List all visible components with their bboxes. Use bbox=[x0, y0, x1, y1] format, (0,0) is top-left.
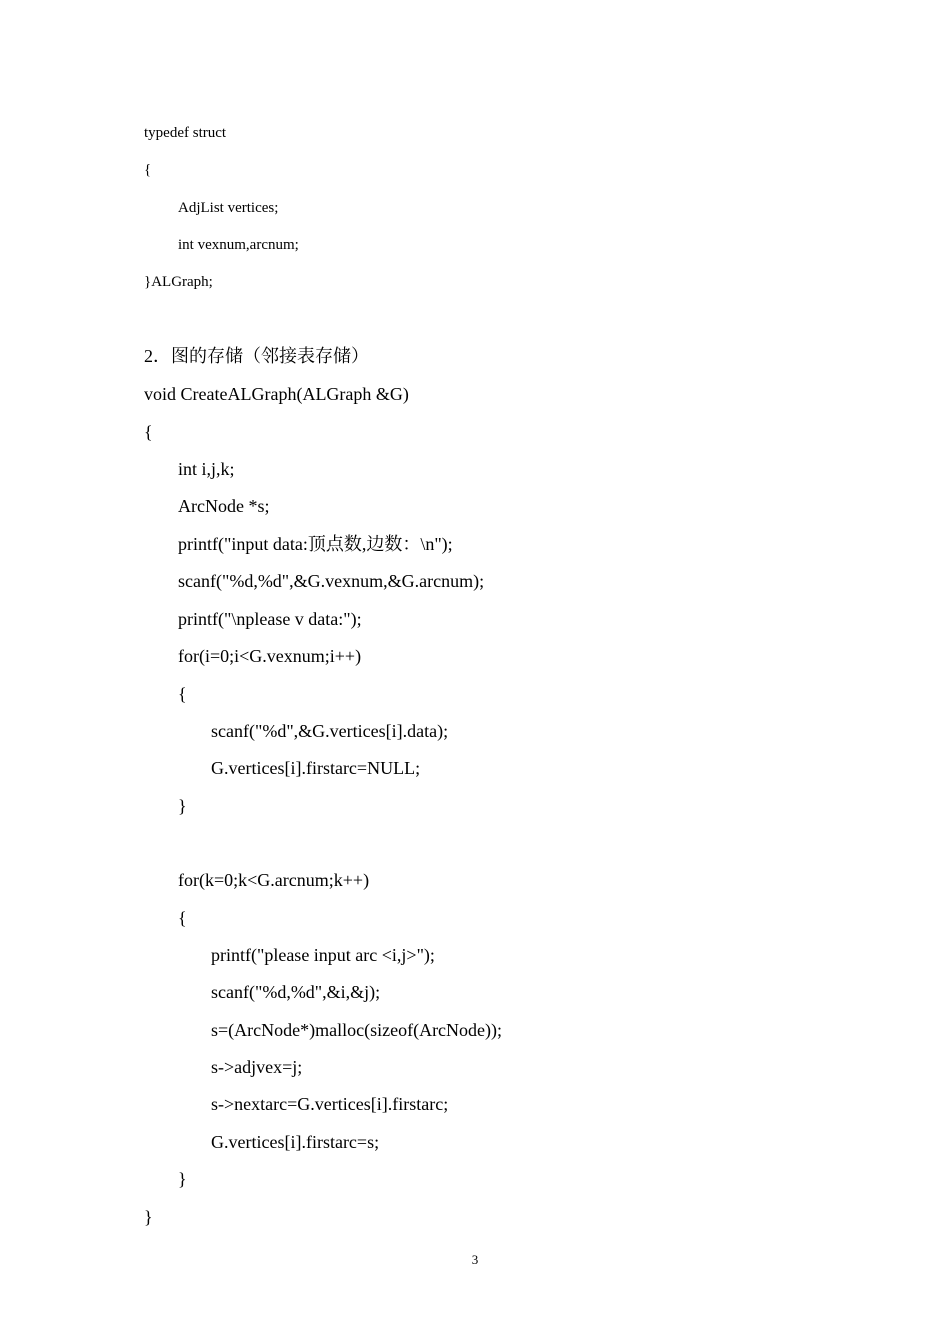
code-line: scanf("%d,%d",&G.vexnum,&G.arcnum); bbox=[178, 571, 485, 591]
section-heading: 2．图的存储（邻接表存储） bbox=[144, 346, 369, 366]
code-line: } bbox=[178, 796, 187, 816]
code-line: { bbox=[178, 908, 187, 928]
code-line: void CreateALGraph(ALGraph &G) bbox=[144, 384, 409, 404]
code-line: ArcNode *s; bbox=[178, 496, 270, 516]
code-line: int vexnum,arcnum; bbox=[178, 237, 299, 253]
code-line: scanf("%d,%d",&i,&j); bbox=[211, 982, 381, 1002]
code-line: s=(ArcNode*)malloc(sizeof(ArcNode)); bbox=[211, 1020, 503, 1040]
code-line: G.vertices[i].firstarc=NULL; bbox=[211, 758, 421, 778]
code-line: AdjList vertices; bbox=[178, 200, 279, 216]
code-line: for(i=0;i<G.vexnum;i++) bbox=[178, 646, 362, 666]
code-line: for(k=0;k<G.arcnum;k++) bbox=[178, 870, 370, 890]
code-line: { bbox=[144, 422, 153, 442]
code-line: { bbox=[178, 684, 187, 704]
code-line: printf("input data:顶点数,边数：\n"); bbox=[178, 534, 453, 554]
code-line: } bbox=[178, 1169, 187, 1189]
code-line: s->adjvex=j; bbox=[211, 1057, 303, 1077]
page-number: 3 bbox=[471, 1252, 479, 1267]
code-line: } bbox=[144, 1207, 153, 1227]
code-line: int i,j,k; bbox=[178, 459, 235, 479]
code-line: printf("please input arc <i,j>"); bbox=[211, 945, 435, 965]
code-line: scanf("%d",&G.vertices[i].data); bbox=[211, 721, 449, 741]
code-line: }ALGraph; bbox=[144, 274, 213, 290]
code-line: { bbox=[144, 162, 152, 178]
code-line: printf("\nplease v data:"); bbox=[178, 609, 362, 629]
code-line: G.vertices[i].firstarc=s; bbox=[211, 1132, 380, 1152]
code-line: typedef struct bbox=[144, 125, 227, 141]
code-line: s->nextarc=G.vertices[i].firstarc; bbox=[211, 1094, 449, 1114]
